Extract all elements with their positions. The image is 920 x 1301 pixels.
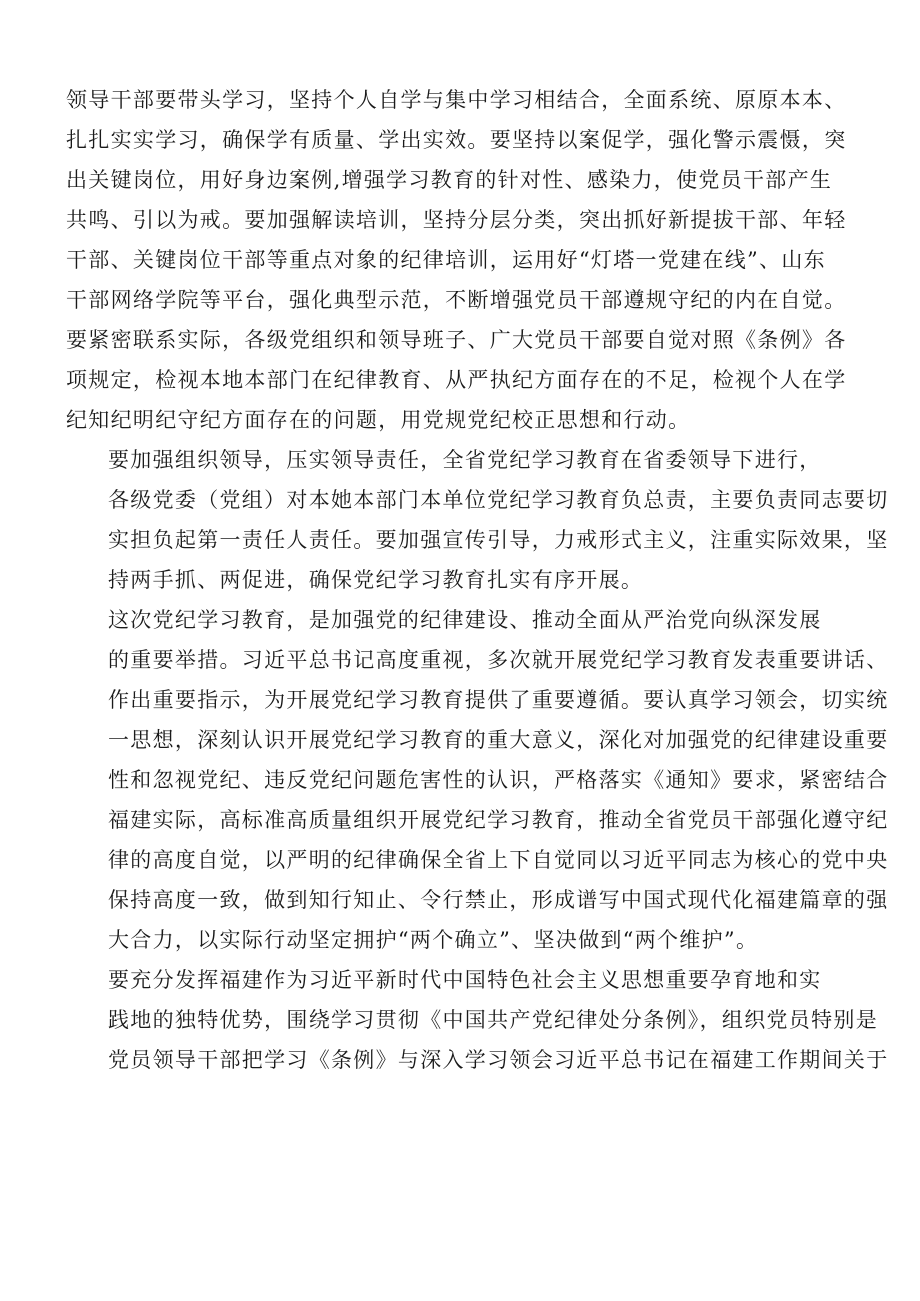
- text-line: 实担负起第一责任人责任。要加强宣传引导，力戒形式主义，注重实际效果，坚: [108, 528, 889, 552]
- text-line: 项规定，检视本地本部门在纪律教育、从严执纪方面存在的不足，检视个人在学: [66, 368, 847, 392]
- text-line: 干部网络学院等平台，强化典型示范，不断增强党员干部遵规守纪的内在自觉。: [66, 288, 847, 312]
- text-line: 出关键岗位，用好身边案例,增强学习教育的针对性、感染力，使党员干部产生: [66, 168, 833, 192]
- text-line: 性和忽视党纪、违反党纪问题危害性的认识，严格落实《通知》要求，紧密结合: [108, 768, 889, 792]
- text-line: 这次党纪学习教育，是加强党的纪律建设、推动全面从严治党向纵深发展: [108, 608, 822, 632]
- text-line: 保持高度一致，做到知行知止、令行禁止，形成谱写中国式现代化福建篇章的强: [108, 888, 889, 912]
- paragraph: [66, 80, 866, 440]
- text-line: 践地的独特优势，围绕学习贯彻《中国共产党纪律处分条例》，组织党员特别是: [108, 1008, 878, 1032]
- text-line: 要紧密联系实际，各级党组织和领导班子、广大党员干部要自觉对照《条例》各: [66, 328, 847, 352]
- text-line: 要充分发挥福建作为习近平新时代中国特色社会主义思想重要孕育地和实: [108, 968, 822, 992]
- text-line: 要加强组织领导，压实领导责任，全省党纪学习教育在省委领导下进行，: [108, 448, 822, 472]
- text-line: 福建实际，高标准高质量组织开展党纪学习教育，推动全省党员干部强化遵守纪: [108, 808, 889, 832]
- text-line: 律的高度自觉，以严明的纪律确保全省上下自觉同以习近平同志为核心的党中央: [108, 848, 889, 872]
- paragraph: [66, 600, 889, 960]
- text-line: 纪知纪明纪守纪方面存在的问题，用党规党纪校正思想和行动。: [66, 408, 691, 432]
- text-line: 扎扎实实学习，确保学有质量、学出实效。要坚持以案促学，强化警示震慑，突: [66, 128, 847, 152]
- text-line: 党员领导干部把学习《条例》与深入学习领会习近平总书记在福建工作期间关于: [108, 1048, 889, 1072]
- text-line: 的重要举措。习近平总书记高度重视，多次就开展党纪学习教育发表重要讲话、: [108, 648, 889, 672]
- text-line: 大合力，以实际行动坚定拥护“两个确立”、坚决做到“两个维护”。: [108, 928, 759, 952]
- text-line: 干部、关键岗位干部等重点对象的纪律培训，运用好“灯塔一党建在线”、山东: [66, 248, 826, 272]
- text-line: 领导干部要带头学习，坚持个人自学与集中学习相结合，全面系统、原原本本、: [66, 88, 847, 112]
- paragraph: [66, 440, 889, 600]
- text-line: 一思想，深刻认识开展党纪学习教育的重大意义，深化对加强党的纪律建设重要: [108, 728, 889, 752]
- paragraph: [66, 960, 889, 1080]
- text-line: 各级党委（党组）对本她本部门本单位党纪学习教育负总责，主要负责同志要切: [108, 488, 889, 512]
- text-line: 作出重要指示，为开展党纪学习教育提供了重要遵循。要认真学习领会，切实统: [108, 688, 889, 712]
- text-line: 共鸣、引以为戒。要加强解读培训，坚持分层分类，突出抓好新提拔干部、年轻: [66, 208, 847, 232]
- text-line: 持两手抓、两促进，确保党纪学习教育扎实有序开展。: [108, 568, 644, 592]
- document-body: [66, 80, 889, 1080]
